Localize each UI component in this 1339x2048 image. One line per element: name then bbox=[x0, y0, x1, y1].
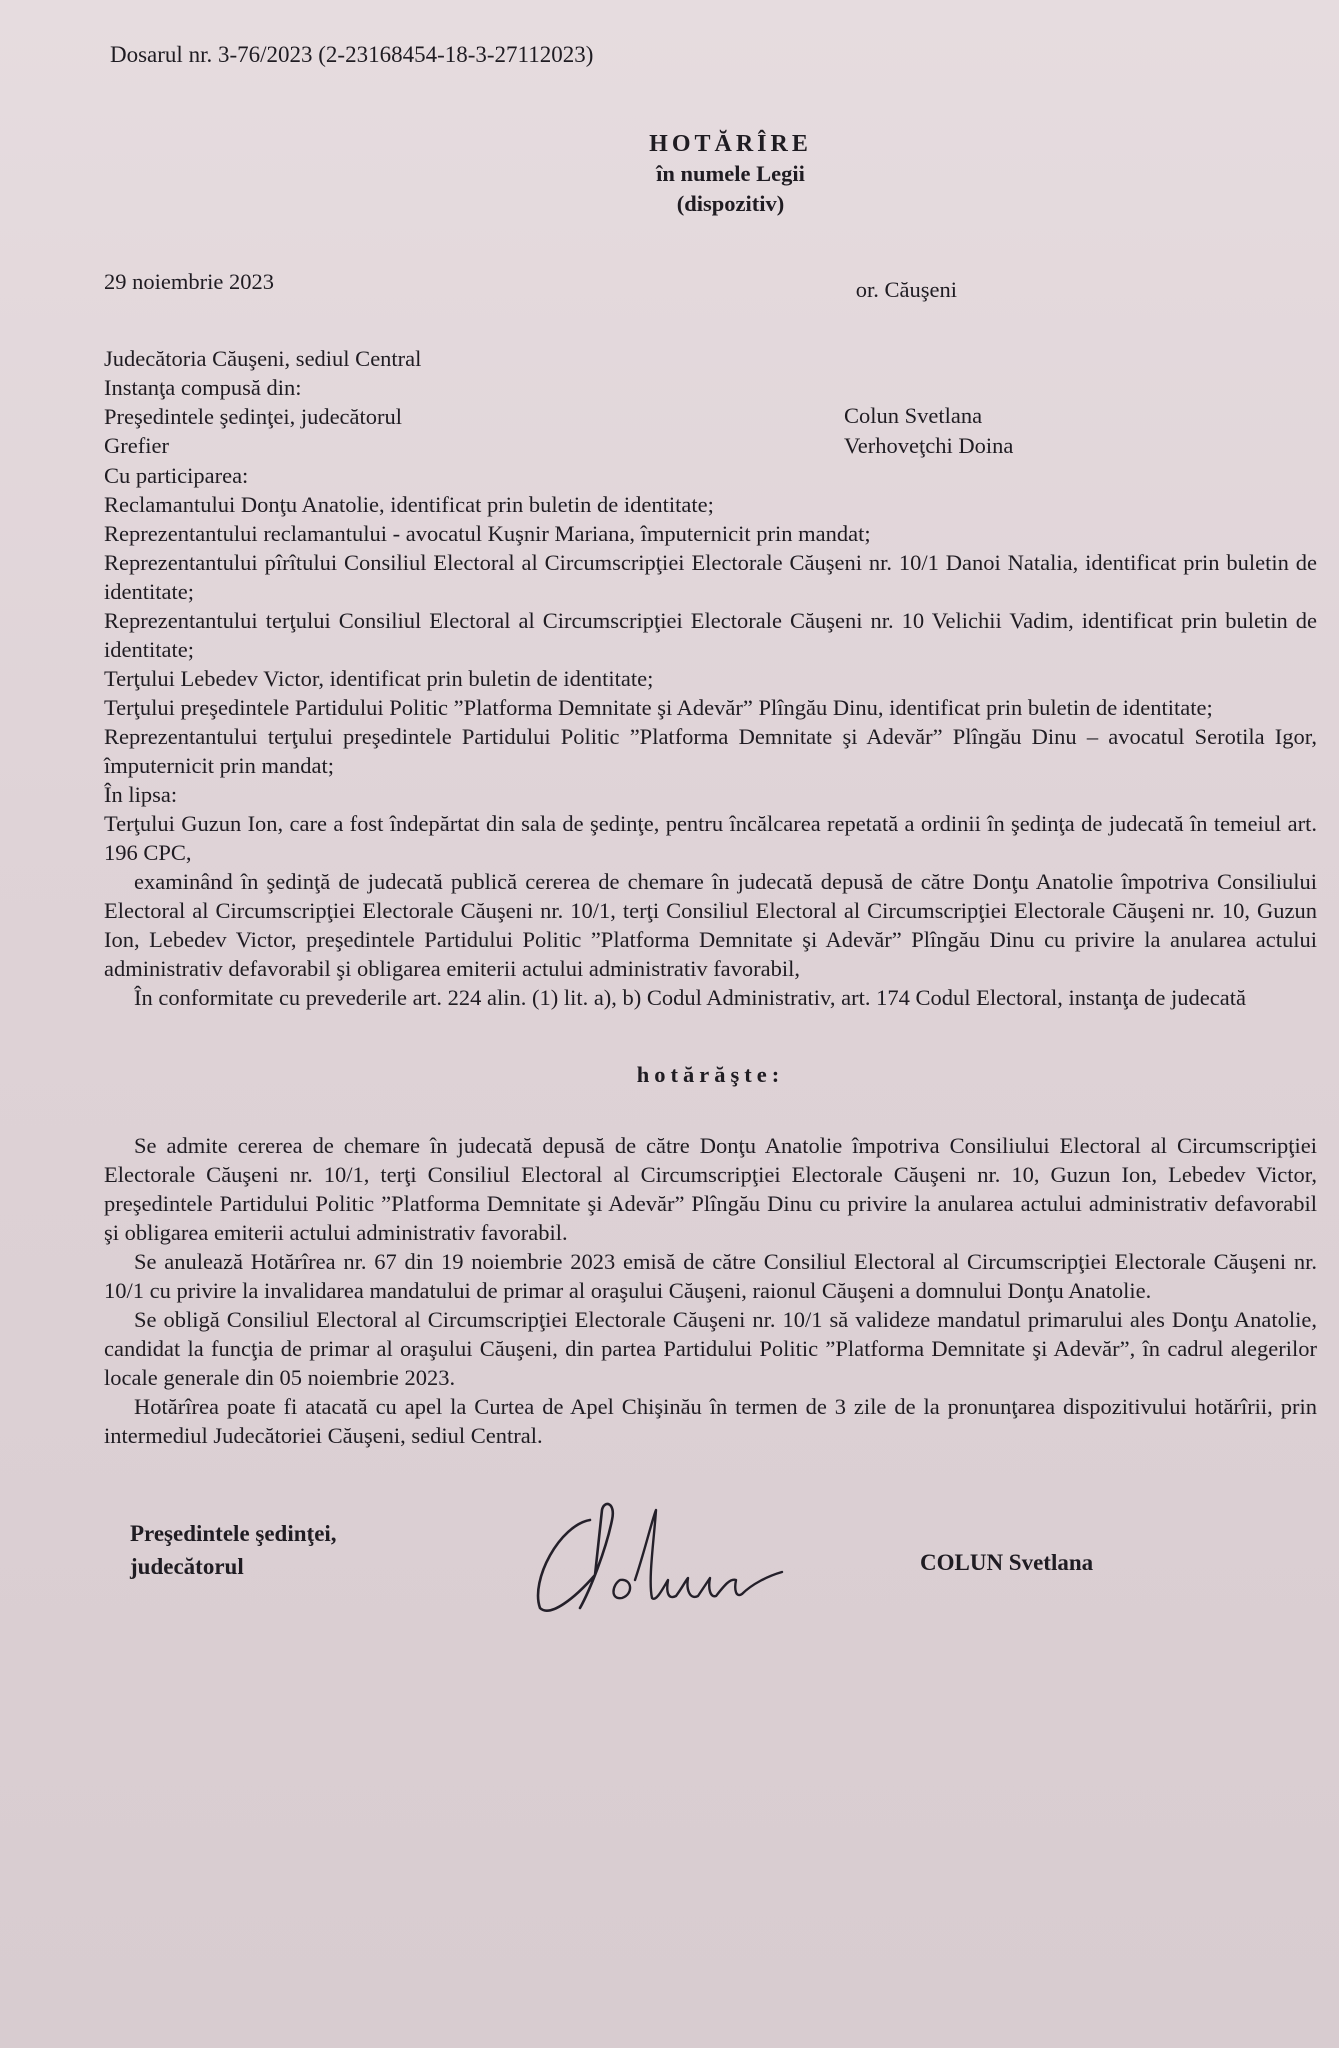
rulings-list bbox=[104, 1131, 1317, 1450]
signature-label-line-1: Preşedintele şedinţei, bbox=[130, 1521, 337, 1546]
decision-place: or. Căuşeni bbox=[855, 277, 957, 302]
title-line-2: în numele Legii bbox=[656, 161, 805, 186]
absent-party: Terţului Guzun Ion, care a fost îndepărtat din sala de şedinţe, pentru încălcarea repetată a ordinii în şedinţa de judecată în temeiul art. 196 CPC, bbox=[104, 811, 1317, 865]
ruling-paragraph: Se anulează Hotărîrea nr. 67 din 19 noiembrie 2023 emisă de către Consiliul Electoral al Circumscripţiei Electorale Căuşeni nr. 10/1 cu privire la invalidarea mandatului de primar al oraşului Căuşeni, raionul Căuşeni a domnului Donţu Anatolie. bbox=[104, 1249, 1317, 1303]
participant-item: Terţului Lebedev Victor, identificat prin buletin de identitate; bbox=[104, 666, 654, 691]
participant-item: Terţului preşedintele Partidului Politic ”Platforma Demnitate şi Adevăr” Plîngău Dinu, identificat prin buletin de identitate; bbox=[104, 695, 1213, 720]
participant-item: Reprezentantului pîrîtului Consiliul Electoral al Circumscripţiei Electorale Căuşeni nr. 10/1 Danoi Natalia, identificat prin buletin de identitate; bbox=[104, 550, 1317, 604]
participant-item: Reprezentantului terţului preşedintele Partidului Politic ”Platforma Demnitate şi Adevăr” Plîngău Dinu – avocatul Serotila Igor, împuternicit prin mandat; bbox=[104, 724, 1317, 778]
document-title bbox=[104, 129, 1317, 219]
signature-label bbox=[130, 1517, 530, 1583]
court-composition bbox=[104, 344, 1317, 490]
participation-label: Cu participarea: bbox=[104, 463, 249, 488]
signature-label-line-2: judecătorul bbox=[130, 1554, 244, 1579]
composition-block bbox=[104, 373, 1317, 461]
participant-item: Reclamantului Donţu Anatolie, identificat prin buletin de identitate; bbox=[104, 492, 714, 517]
composition-names bbox=[844, 373, 1013, 461]
participant-item: Reprezentantului reclamantului - avocatul Kuşnir Mariana, împuternicit prin mandat; bbox=[104, 521, 871, 546]
absence-label: În lipsa: bbox=[104, 782, 178, 807]
title-line-1: HOTĂRÎRE bbox=[649, 131, 812, 157]
participants-list bbox=[104, 490, 1317, 780]
decides-heading: hotărăşte: bbox=[636, 1062, 785, 1087]
ruling-paragraph: Se admite cererea de chemare în judecată depusă de către Donţu Anatolie împotriva Consiliului Electoral al Circumscripţiei Electorale Căuşeni nr. 10/1, terţi Consiliul Electoral al Circumscripţiei Electorale Căuşeni nr. 10, Guzun Ion, Lebedev Victor, preşedintele Partidului Politic ”Platforma Demnitate şi Adevăr” Plîngău Dinu cu privire la anularea actului administrativ defavorabil şi obligarea emiterii actului administrativ favorabil. bbox=[104, 1133, 1317, 1245]
composition-intro: Instanţa compusă din: bbox=[104, 375, 302, 400]
ruling-paragraph: Se obligă Consiliul Electoral al Circumscripţiei Electorale Căuşeni nr. 10/1 să valideze mandatul primarului ales Donţu Anatolie, candidat la funcţia de primar al oraşului Căuşeni, din partea Partidului Politic ”Platforma Demnitate şi Adevăr”, în cadrul alegerilor locale generale din 05 noiembrie 2023. bbox=[104, 1307, 1317, 1390]
president-label: Preşedintele şedinţei, judecătorul bbox=[104, 404, 403, 429]
participant-item: Reprezentantului terţului Consiliul Electoral al Circumscripţiei Electorale Căuşeni nr. 10 Velichii Vadim, identificat prin buletin de identitate; bbox=[104, 608, 1317, 662]
handwritten-signature bbox=[520, 1480, 820, 1620]
examining-paragraph: examinând în şedinţă de judecată publică cererea de chemare în judecată depusă de către Donţu Anatolie împotriva Consiliului Electoral al Circumscripţiei Electorale Căuşeni nr. 10/1, terţi Consiliul Electoral al Circumscripţiei Electorale Căuşeni nr. 10, Guzun Ion, Lebedev Victor, preşedintele Partidului Politic ”Platforma Demnitate şi Adevăr” Plîngău Dinu cu privire la anularea actului administrativ defavorabil şi obligarea emiterii actului administrativ favorabil, bbox=[104, 869, 1317, 981]
president-name: Colun Svetlana bbox=[844, 403, 983, 428]
date-place-row bbox=[104, 267, 1317, 304]
clerk-name: Verhoveţchi Doina bbox=[844, 433, 1014, 458]
title-line-3: (dispozitiv) bbox=[676, 191, 785, 216]
ruling-paragraph: Hotărîrea poate fi atacată cu apel la Curtea de Apel Chişinău în termen de 3 zile de la pronunţarea dispozitivului hotărîrii, prin intermediul Judecătoriei Căuşeni, sediul Central. bbox=[104, 1394, 1317, 1448]
case-number: Dosarul nr. 3-76/2023 (2-23168454-18-3-27112023) bbox=[110, 42, 594, 67]
court-name: Judecătoria Căuşeni, sediul Central bbox=[104, 346, 422, 371]
decision-date: 29 noiembrie 2023 bbox=[104, 269, 274, 294]
signature-block bbox=[104, 1480, 1317, 1620]
composition-labels bbox=[104, 373, 844, 461]
clerk-label: Grefier bbox=[104, 433, 169, 458]
conformity-paragraph: În conformitate cu prevederile art. 224 alin. (1) lit. a), b) Codul Administrativ, art. 174 Codul Electoral, instanţa de judecată bbox=[134, 985, 1246, 1010]
judge-name: COLUN Svetlana bbox=[920, 1549, 1094, 1575]
